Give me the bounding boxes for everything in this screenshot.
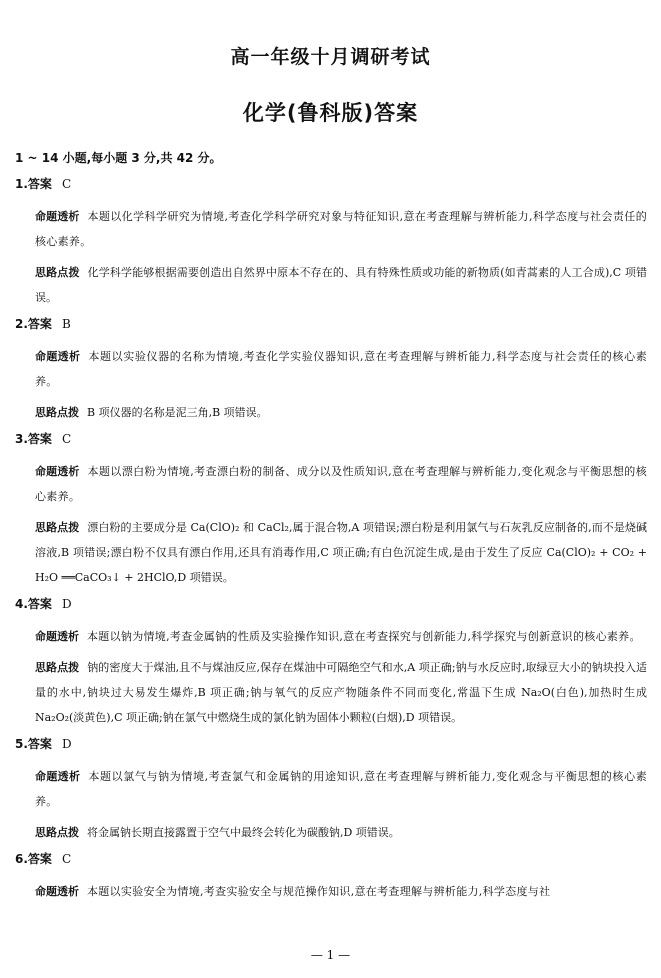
- question-item: [15, 176, 647, 310]
- question-item: [15, 596, 647, 730]
- question-number: 2.: [15, 317, 28, 331]
- answer-label: 答案: [27, 317, 52, 331]
- explanation-paragraph: [15, 344, 647, 394]
- paragraph-text: 钠的密度大于煤油,且不与煤油反应,保存在煤油中可隔绝空气和水,A 项正确;钠与水反应时,取绿豆大小的钠块投入适量的水中,钠块过大易发生爆炸,B 项正确;钠与氧气的反应产物随条件不同而变化,常温下生成 Na₂O(白色),加热时生成 Na₂O₂(淡黄色),C 项正确;钠在氯气中燃烧生成的氯化钠为固体小颗粒(白烟),D 项错误。: [35, 661, 648, 724]
- question-item: [15, 736, 647, 845]
- answer-line: [15, 316, 647, 332]
- page-number: — 1 —: [310, 948, 351, 962]
- answer-line: [15, 851, 647, 867]
- answer-label: 答案: [27, 432, 52, 446]
- question-number: 1.: [15, 177, 28, 191]
- answer-letter: D: [61, 597, 72, 611]
- paragraph-label: 思路点拨: [35, 521, 80, 534]
- page-subtitle: 化学(鲁科版)答案: [242, 101, 419, 125]
- answer-letter: B: [61, 317, 71, 331]
- question-number: 5.: [15, 737, 28, 751]
- paragraph-label: 命题透析: [35, 350, 81, 363]
- paragraph-text: 化学科学能够根据需要创造出自然界中原本不存在的、具有特殊性质或功能的新物质(如青蒿素的人工合成),C 项错误。: [35, 266, 647, 304]
- explanation-paragraph: [15, 459, 647, 509]
- paragraph-text: 本题以氯气与钠为情境,考查氯气和金属钠的用途知识,意在考查理解与辨析能力,变化观念与平衡思想的核心素养。: [35, 770, 647, 808]
- paragraph-label: 命题透析: [35, 210, 80, 223]
- paragraph-label: 思路点拨: [35, 406, 79, 419]
- paragraph-label: 命题透析: [35, 465, 80, 478]
- questions-list: [15, 176, 647, 910]
- answer-line: [15, 176, 647, 192]
- answer-line: [15, 736, 647, 752]
- explanation-paragraph: [15, 624, 647, 649]
- answer-line: [15, 596, 647, 612]
- paragraph-text: 将金属钠长期直接露置于空气中最终会转化为碳酸钠,D 项错误。: [87, 826, 400, 839]
- paragraph-text: 本题以化学科学研究为情境,考查化学科学研究对象与特征知识,意在考查理解与辨析能力,科学态度与社会责任的核心素养。: [35, 210, 647, 248]
- explanation-paragraph: [15, 764, 647, 814]
- answer-letter: C: [61, 852, 72, 866]
- answer-label: 答案: [27, 852, 52, 866]
- answer-line: [15, 431, 647, 447]
- answer-letter: C: [61, 432, 72, 446]
- paragraph-text: 本题以实验安全为情境,考查实验安全与规范操作知识,意在考查理解与辨析能力,科学态度与社: [87, 885, 551, 898]
- paragraph-label: 命题透析: [35, 885, 79, 898]
- paragraph-label: 命题透析: [35, 630, 79, 643]
- paragraph-text: B 项仪器的名称是泥三角,B 项错误。: [87, 406, 268, 419]
- question-number: 3.: [15, 432, 28, 446]
- explanation-paragraph: [15, 260, 647, 310]
- answer-label: 答案: [27, 737, 52, 751]
- paragraph-text: 本题以实验仪器的名称为情境,考查化学实验仪器知识,意在考查理解与辨析能力,科学态度与社会责任的核心素养。: [35, 350, 647, 388]
- paragraph-label: 思路点拨: [35, 826, 79, 839]
- question-item: [15, 431, 647, 590]
- answer-label: 答案: [27, 597, 52, 611]
- paragraph-text: 本题以钠为情境,考查金属钠的性质及实验操作知识,意在考查探究与创新能力,科学探究与创新意识的核心素养。: [87, 630, 641, 643]
- answer-letter: C: [61, 177, 72, 191]
- explanation-paragraph: [15, 515, 647, 590]
- explanation-paragraph: [15, 820, 647, 845]
- paragraph-text: 本题以漂白粉为情境,考查漂白粉的制备、成分以及性质知识,意在考查理解与辨析能力,变化观念与平衡思想的核心素养。: [35, 465, 647, 503]
- explanation-paragraph: [15, 879, 647, 904]
- question-item: [15, 851, 647, 904]
- paragraph-label: 命题透析: [35, 770, 81, 783]
- paragraph-text: 漂白粉的主要成分是 Ca(ClO)₂ 和 CaCl₂,属于混合物,A 项错误;漂白粉是利用氯气与石灰乳反应制备的,而不是烧碱溶液,B 项错误;漂白粉不仅具有漂白作用,还具有消毒作用,C 项正确;有白色沉淀生成,是由于发生了反应 Ca(ClO)₂ + CO₂ + H₂O ══CaCO₃↓ + 2HClO,D 项错误。: [35, 521, 647, 584]
- answer-label: 答案: [27, 177, 52, 191]
- question-number: 6.: [15, 852, 28, 866]
- paragraph-label: 思路点拨: [35, 661, 80, 674]
- explanation-paragraph: [15, 204, 647, 254]
- question-number: 4.: [15, 597, 28, 611]
- scoring-intro: 1 ~ 14 小题,每小题 3 分,共 42 分。: [15, 151, 222, 165]
- explanation-paragraph: [15, 400, 647, 425]
- paragraph-label: 思路点拨: [35, 266, 80, 279]
- page-title: 高一年级十月调研考试: [230, 46, 431, 68]
- question-item: [15, 316, 647, 425]
- explanation-paragraph: [15, 655, 647, 730]
- answer-letter: D: [61, 737, 72, 751]
